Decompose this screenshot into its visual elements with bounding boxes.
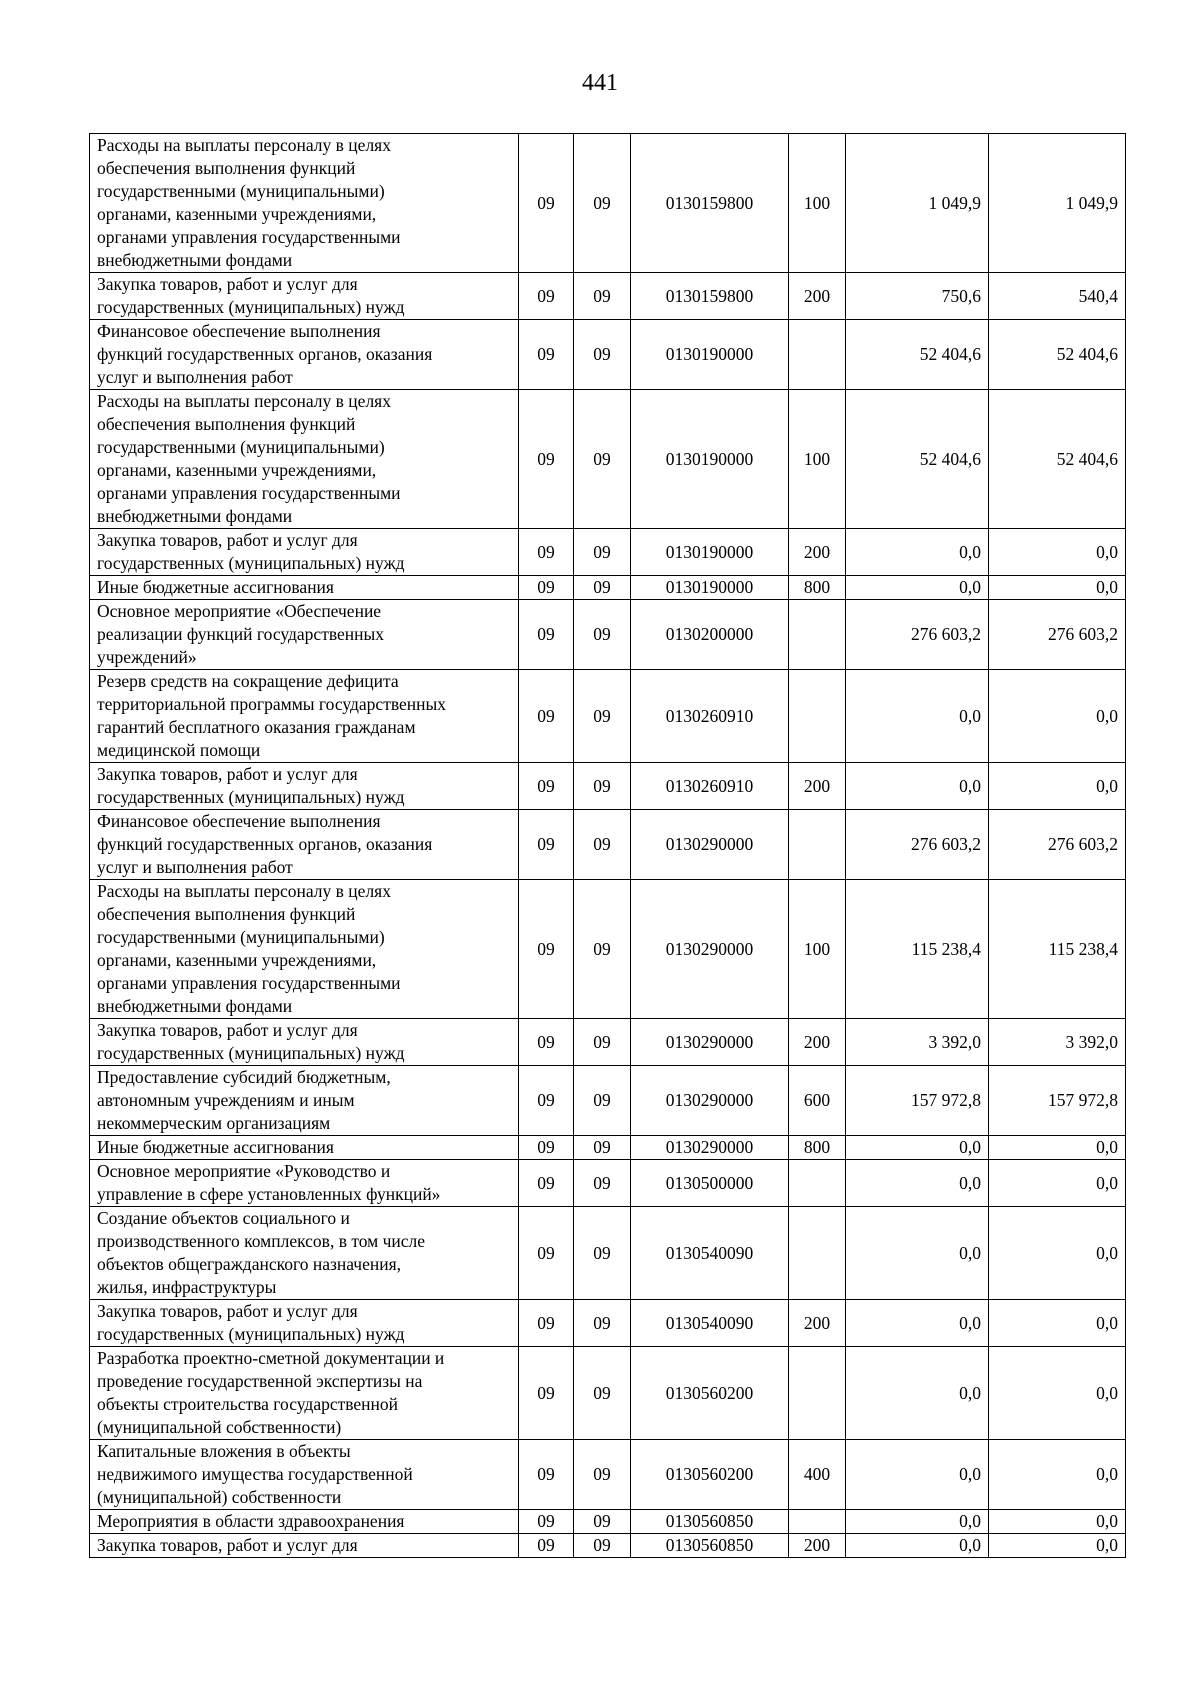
amount-year2-cell: 0,0 [989,1300,1126,1347]
amount-year2-cell: 0,0 [989,1510,1126,1534]
expense-type-cell: 100 [789,880,846,1019]
amount-year2-cell: 276 603,2 [989,600,1126,670]
expense-type-cell: 200 [789,1300,846,1347]
item-name-cell: Разработка проектно-сметной документации и проведение государственной экспертизы на объекты строительства государственной (муниципальной собственности) [90,1347,519,1440]
subsection-code-cell: 09 [574,880,631,1019]
item-name-cell: Финансовое обеспечение выполнения функций государственных органов, оказания услуг и выполнения работ [90,320,519,390]
table-row [90,529,1126,576]
expense-type-cell: 200 [789,273,846,320]
amount-year1-cell: 1 049,9 [846,134,989,273]
table-row [90,763,1126,810]
target-article-cell: 0130540090 [631,1207,789,1300]
amount-year2-cell: 0,0 [989,763,1126,810]
subsection-code-cell: 09 [574,1510,631,1534]
item-name-cell: Основное мероприятие «Руководство и управление в сфере установленных функций» [90,1160,519,1207]
amount-year2-cell: 0,0 [989,1160,1126,1207]
target-article-cell: 0130190000 [631,320,789,390]
amount-year2-cell: 0,0 [989,1207,1126,1300]
item-name-cell: Закупка товаров, работ и услуг для государственных (муниципальных) нужд [90,763,519,810]
target-article-cell: 0130190000 [631,390,789,529]
item-name-cell: Иные бюджетные ассигнования [90,1136,519,1160]
amount-year2-cell: 0,0 [989,1440,1126,1510]
amount-year1-cell: 276 603,2 [846,600,989,670]
expense-type-cell [789,670,846,763]
subsection-code-cell: 09 [574,576,631,600]
item-name-cell: Капитальные вложения в объекты недвижимого имущества государственной (муниципальной) собственности [90,1440,519,1510]
subsection-code-cell: 09 [574,670,631,763]
expense-type-cell: 200 [789,1534,846,1558]
amount-year2-cell: 540,4 [989,273,1126,320]
expense-type-cell: 800 [789,1136,846,1160]
amount-year1-cell: 0,0 [846,763,989,810]
subsection-code-cell: 09 [574,600,631,670]
expense-type-cell: 100 [789,134,846,273]
target-article-cell: 0130260910 [631,670,789,763]
target-article-cell: 0130560850 [631,1534,789,1558]
item-name-cell: Расходы на выплаты персоналу в целях обеспечения выполнения функций государственными (муниципальными) органами, казенными учреждениями, органами управления государственными внебюджетными фондами [90,134,519,273]
target-article-cell: 0130159800 [631,273,789,320]
subsection-code-cell: 09 [574,763,631,810]
subsection-code-cell: 09 [574,1534,631,1558]
amount-year1-cell: 0,0 [846,529,989,576]
expense-type-cell [789,600,846,670]
section-code-cell: 09 [519,1207,574,1300]
amount-year2-cell: 0,0 [989,1534,1126,1558]
item-name-cell: Финансовое обеспечение выполнения функций государственных органов, оказания услуг и выполнения работ [90,810,519,880]
section-code-cell: 09 [519,1066,574,1136]
amount-year1-cell: 52 404,6 [846,390,989,529]
subsection-code-cell: 09 [574,810,631,880]
amount-year2-cell: 157 972,8 [989,1066,1126,1136]
expense-type-cell [789,1160,846,1207]
amount-year1-cell: 0,0 [846,1300,989,1347]
expense-type-cell: 200 [789,1019,846,1066]
table-row [90,1440,1126,1510]
target-article-cell: 0130560200 [631,1440,789,1510]
section-code-cell: 09 [519,1019,574,1066]
amount-year1-cell: 115 238,4 [846,880,989,1019]
subsection-code-cell: 09 [574,1066,631,1136]
target-article-cell: 0130500000 [631,1160,789,1207]
amount-year1-cell: 0,0 [846,670,989,763]
amount-year2-cell: 276 603,2 [989,810,1126,880]
section-code-cell: 09 [519,1160,574,1207]
item-name-cell: Мероприятия в области здравоохранения [90,1510,519,1534]
expense-type-cell: 600 [789,1066,846,1136]
table-row [90,1534,1126,1558]
section-code-cell: 09 [519,1347,574,1440]
amount-year1-cell: 0,0 [846,1440,989,1510]
table-row [90,600,1126,670]
subsection-code-cell: 09 [574,273,631,320]
table-row [90,880,1126,1019]
amount-year2-cell: 0,0 [989,1347,1126,1440]
expense-type-cell [789,1347,846,1440]
target-article-cell: 0130200000 [631,600,789,670]
target-article-cell: 0130560200 [631,1347,789,1440]
expense-type-cell: 200 [789,529,846,576]
item-name-cell: Закупка товаров, работ и услуг для государственных (муниципальных) нужд [90,529,519,576]
amount-year1-cell: 0,0 [846,576,989,600]
amount-year2-cell: 0,0 [989,529,1126,576]
section-code-cell: 09 [519,390,574,529]
target-article-cell: 0130190000 [631,529,789,576]
section-code-cell: 09 [519,670,574,763]
target-article-cell: 0130290000 [631,880,789,1019]
table-row [90,670,1126,763]
section-code-cell: 09 [519,1510,574,1534]
table-row [90,273,1126,320]
target-article-cell: 0130290000 [631,1136,789,1160]
subsection-code-cell: 09 [574,134,631,273]
item-name-cell: Создание объектов социального и производственного комплексов, в том числе объектов общегражданского назначения, жилья, инфраструктуры [90,1207,519,1300]
expense-type-cell: 400 [789,1440,846,1510]
section-code-cell: 09 [519,810,574,880]
amount-year2-cell: 0,0 [989,670,1126,763]
amount-year1-cell: 0,0 [846,1347,989,1440]
amount-year1-cell: 0,0 [846,1207,989,1300]
amount-year2-cell: 0,0 [989,576,1126,600]
table-row [90,1160,1126,1207]
table-row [90,810,1126,880]
budget-table-body [90,134,1126,1558]
section-code-cell: 09 [519,576,574,600]
table-row [90,1510,1126,1534]
amount-year2-cell: 0,0 [989,1136,1126,1160]
subsection-code-cell: 09 [574,1300,631,1347]
target-article-cell: 0130260910 [631,763,789,810]
table-row [90,1207,1126,1300]
expense-type-cell [789,1510,846,1534]
amount-year2-cell: 1 049,9 [989,134,1126,273]
table-row [90,320,1126,390]
item-name-cell: Основное мероприятие «Обеспечение реализации функций государственных учреждений» [90,600,519,670]
table-row [90,576,1126,600]
subsection-code-cell: 09 [574,1440,631,1510]
section-code-cell: 09 [519,273,574,320]
target-article-cell: 0130159800 [631,134,789,273]
expense-type-cell [789,320,846,390]
amount-year1-cell: 0,0 [846,1136,989,1160]
table-row [90,1019,1126,1066]
item-name-cell: Предоставление субсидий бюджетным, автономным учреждениям и иным некоммерческим организациям [90,1066,519,1136]
section-code-cell: 09 [519,763,574,810]
budget-table [89,133,1126,1558]
item-name-cell: Расходы на выплаты персоналу в целях обеспечения выполнения функций государственными (муниципальными) органами, казенными учреждениями, органами управления государственными внебюджетными фондами [90,880,519,1019]
amount-year1-cell: 750,6 [846,273,989,320]
item-name-cell: Закупка товаров, работ и услуг для государственных (муниципальных) нужд [90,273,519,320]
amount-year2-cell: 115 238,4 [989,880,1126,1019]
amount-year1-cell: 157 972,8 [846,1066,989,1136]
target-article-cell: 0130190000 [631,576,789,600]
item-name-cell: Закупка товаров, работ и услуг для государственных (муниципальных) нужд [90,1019,519,1066]
page-number: 441 [582,70,618,96]
subsection-code-cell: 09 [574,1207,631,1300]
item-name-cell: Закупка товаров, работ и услуг для государственных (муниципальных) нужд [90,1300,519,1347]
subsection-code-cell: 09 [574,529,631,576]
subsection-code-cell: 09 [574,320,631,390]
subsection-code-cell: 09 [574,1136,631,1160]
section-code-cell: 09 [519,880,574,1019]
amount-year1-cell: 52 404,6 [846,320,989,390]
target-article-cell: 0130560850 [631,1510,789,1534]
amount-year2-cell: 52 404,6 [989,320,1126,390]
target-article-cell: 0130290000 [631,1066,789,1136]
amount-year1-cell: 3 392,0 [846,1019,989,1066]
amount-year2-cell: 3 392,0 [989,1019,1126,1066]
table-row [90,134,1126,273]
item-name-cell: Резерв средств на сокращение дефицита территориальной программы государственных гарантий бесплатного оказания гражданам медицинской помощи [90,670,519,763]
target-article-cell: 0130290000 [631,1019,789,1066]
expense-type-cell: 200 [789,763,846,810]
item-name-cell: Иные бюджетные ассигнования [90,576,519,600]
expense-type-cell [789,810,846,880]
subsection-code-cell: 09 [574,390,631,529]
section-code-cell: 09 [519,1300,574,1347]
item-name-cell: Расходы на выплаты персоналу в целях обеспечения выполнения функций государственными (муниципальными) органами, казенными учреждениями, органами управления государственными внебюджетными фондами [90,390,519,529]
subsection-code-cell: 09 [574,1160,631,1207]
amount-year1-cell: 0,0 [846,1510,989,1534]
subsection-code-cell: 09 [574,1347,631,1440]
item-name-cell: Закупка товаров, работ и услуг для [90,1534,519,1558]
target-article-cell: 0130540090 [631,1300,789,1347]
target-article-cell: 0130290000 [631,810,789,880]
expense-type-cell: 100 [789,390,846,529]
table-row [90,1347,1126,1440]
section-code-cell: 09 [519,1534,574,1558]
amount-year1-cell: 0,0 [846,1534,989,1558]
section-code-cell: 09 [519,320,574,390]
amount-year1-cell: 276 603,2 [846,810,989,880]
table-row [90,1066,1126,1136]
table-row [90,1300,1126,1347]
amount-year2-cell: 52 404,6 [989,390,1126,529]
section-code-cell: 09 [519,134,574,273]
amount-year1-cell: 0,0 [846,1160,989,1207]
expense-type-cell: 800 [789,576,846,600]
subsection-code-cell: 09 [574,1019,631,1066]
section-code-cell: 09 [519,600,574,670]
table-row [90,390,1126,529]
section-code-cell: 09 [519,529,574,576]
table-row [90,1136,1126,1160]
section-code-cell: 09 [519,1136,574,1160]
expense-type-cell [789,1207,846,1300]
section-code-cell: 09 [519,1440,574,1510]
